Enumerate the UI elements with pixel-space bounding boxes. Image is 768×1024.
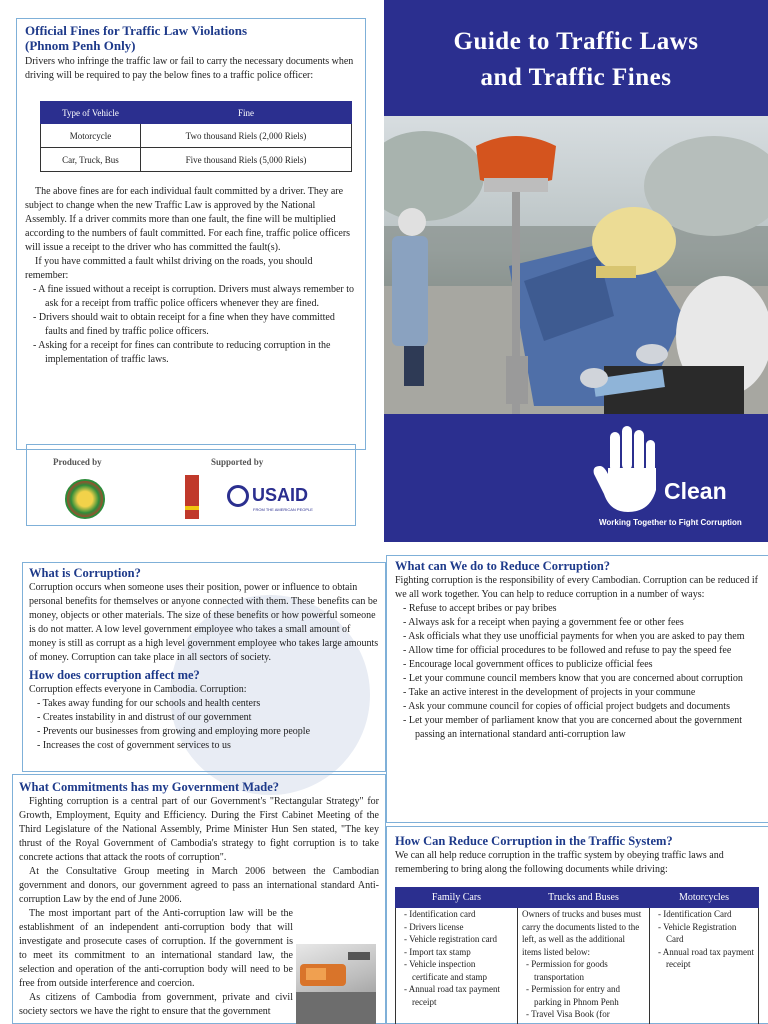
commitments-paragraph-1: Fighting corruption is a central part of our Government's "Rectangular Strategy" for Growth, Employment, Equity and Efficiency. During the First Cabinet Meeting of the Third Legislature of the National Assembly, Prime Minister Hun Sen stated, "The key thrust of the Royal Government of Cambodia's strategy to fight corruption is to take concrete actions that attack the roots of corruption". bbox=[19, 796, 379, 863]
supported-by-label: Supported by bbox=[211, 457, 264, 467]
trucks-intro: Owners of trucks and buses must carry the documents listed to the left, as well as the additional items listed below: bbox=[522, 909, 642, 957]
reduce-corruption-title: What can We do to Reduce Corruption? bbox=[395, 559, 611, 573]
hand-icon bbox=[590, 424, 668, 516]
corruption-affect-title: How does corruption affect me? bbox=[29, 668, 200, 682]
corruption-affect-intro: Corruption effects everyone in Cambodia. Corruption: bbox=[29, 684, 247, 695]
fines-paragraph-1: The above fines are for each individual fault committed by a driver. They are subject to change when the new Traffic Law is approved by the National Assembly. If a driver commits more than one fault, the fine will be multiplied according to the numbers of fault committed. For each fine, traffic police officers will issue a receipt to the driver who has committed the fault(s). bbox=[25, 186, 351, 253]
cover-clean-band bbox=[384, 414, 768, 542]
list-item: - Identification card bbox=[400, 908, 513, 921]
list-item: - Permission for entry and parking in Phnom Penh bbox=[522, 983, 645, 1008]
header-trucks-buses: Trucks and Buses bbox=[518, 888, 650, 908]
cover-tagline: Working Together to Fight Corruption bbox=[599, 518, 742, 527]
traffic-police-illustration bbox=[384, 116, 768, 414]
fines-intro: Drivers who infringe the traffic law or fail to carry the necessary documents when driving will be required to pay the below fines to a traffic police officer: bbox=[25, 56, 354, 81]
reduce-corruption-list bbox=[395, 602, 767, 742]
list-item: - Travel Visa Book (for bbox=[522, 1008, 645, 1021]
table-row bbox=[396, 908, 759, 1024]
list-item: - Vehicle registration card bbox=[400, 933, 513, 946]
traffic-system-panel bbox=[386, 826, 768, 1024]
list-item: - Encourage local government offices to publicize official fees bbox=[395, 658, 767, 672]
cover-title-line2: and Traffic Fines bbox=[480, 64, 672, 91]
car-taillight-illustration bbox=[296, 944, 376, 1024]
list-item: - Annual road tax payment receipt bbox=[654, 946, 754, 971]
list-item: - Import tax stamp bbox=[400, 946, 513, 959]
car-photo bbox=[296, 944, 376, 1024]
list-item: - Vehicle inspection certificate and stamp bbox=[400, 958, 513, 983]
motorcycles-cell bbox=[650, 908, 759, 1024]
table-row bbox=[41, 124, 352, 148]
what-is-corruption-body: Corruption occurs when someone uses their position, power or influence to obtain personal benefits for themselves or anyone connected with them. These benefits can be money, objects or other materials. The size of these benefits or how powerful someone is do not matter. A low level government employee who takes a small amount of money is still as corrupt as a high level government employee who takes large amounts of money. Corruption can take place in all sectors of society. bbox=[29, 582, 379, 663]
list-item: - Always ask for a receipt when paying a government fee or other fees bbox=[395, 616, 767, 630]
what-is-corruption-title: What is Corruption? bbox=[29, 566, 141, 580]
fines-body bbox=[25, 185, 357, 367]
fines-table bbox=[40, 101, 352, 172]
table-cell: Motorcycle bbox=[41, 124, 141, 148]
list-item: - Allow time for official procedures to be followed and refuse to pay the speed fee bbox=[395, 644, 767, 658]
fines-title-line1: Official Fines for Traffic Law Violations bbox=[25, 23, 248, 38]
traffic-system-intro: We can all help reduce corruption in the traffic system by obeying traffic laws and remembering to bring along the following documents while driving: bbox=[395, 850, 724, 875]
commitments-paragraph-2: At the Consultative Group meeting in March 2006 between the Cambodian government and donors, our government agreed to pass an international standard Anti-corruption Law by the end of June 2006. bbox=[19, 866, 379, 905]
what-is-corruption-panel bbox=[22, 562, 386, 772]
family-cars-cell bbox=[396, 908, 518, 1024]
list-item: - Increases the cost of government services to us bbox=[29, 739, 379, 753]
fines-bullet-list bbox=[25, 283, 357, 367]
reduce-corruption-panel bbox=[386, 555, 768, 823]
list-item: - Annual road tax payment receipt bbox=[400, 983, 513, 1008]
corruption-affect-list bbox=[29, 697, 379, 753]
commitments-paragraph-4: As citizens of Cambodia from government, private and civil society sectors we have the right to ensure that the government bbox=[19, 992, 293, 1017]
fines-header-fine: Fine bbox=[140, 102, 351, 124]
fines-panel bbox=[16, 18, 366, 450]
commitments-paragraph-3: The most important part of the Anti-corruption law will be the establishment of an independent anti-corruption body that will investigate and prosecute cases of corruption. If the government is to meet its commitment to an international standard law, the selection and operation of the anti-corruption body will need to be free from outside interference and coercion. bbox=[19, 908, 293, 989]
table-cell: Two thousand Riels (2,000 Riels) bbox=[140, 124, 351, 148]
table-row bbox=[41, 148, 352, 172]
list-item: - Ask your commune council for copies of official project budgets and documents bbox=[395, 700, 767, 714]
producer-seal-logo bbox=[65, 479, 105, 519]
list-item: - Creates instability in and distrust of our government bbox=[29, 711, 379, 725]
table-cell: Five thousand Riels (5,000 Riels) bbox=[140, 148, 351, 172]
list-item: - Permission for goods transportation bbox=[522, 958, 645, 983]
list-item: - Takes away funding for our schools and health centers bbox=[29, 697, 379, 711]
danida-flag-logo bbox=[185, 475, 199, 519]
clean-logo-text: Clean bbox=[664, 478, 727, 504]
list-item: - A fine issued without a receipt is corruption. Drivers must always remember to ask for a receipt from traffic police officers whenever they are fined. bbox=[25, 283, 357, 311]
usaid-seal-icon bbox=[227, 485, 249, 507]
documents-table bbox=[395, 887, 759, 1024]
list-item: - Ask officials what they use unofficial payments for when you are asked to pay them bbox=[395, 630, 767, 644]
list-item: - Drivers should wait to obtain receipt for a fine when they have committed faults and fined by traffic police officers. bbox=[25, 311, 357, 339]
table-cell: Car, Truck, Bus bbox=[41, 148, 141, 172]
commitments-title: What Commitments has my Government Made? bbox=[19, 780, 280, 794]
list-item: - Asking for a receipt for fines can contribute to reducing corruption in the implementation of traffic laws. bbox=[25, 339, 357, 367]
fines-header-vehicle: Type of Vehicle bbox=[41, 102, 141, 124]
list-item: - Drivers license bbox=[400, 921, 513, 934]
usaid-logo-text: USAID bbox=[252, 485, 309, 505]
list-item: - Identification Card bbox=[654, 908, 754, 921]
list-item: - Let your member of parliament know that you are concerned about the government passing an international standard anti-corruption law bbox=[395, 714, 767, 742]
usaid-logo-subtext: FROM THE AMERICAN PEOPLE bbox=[253, 507, 313, 512]
header-motorcycles: Motorcycles bbox=[650, 888, 759, 908]
fines-paragraph-2: If you have committed a fault whilst driving on the roads, you should remember: bbox=[25, 256, 313, 281]
cover-title-line1: Guide to Traffic Laws bbox=[453, 28, 699, 55]
cover-title-band bbox=[384, 0, 768, 116]
fines-title-line2: (Phnom Penh Only) bbox=[25, 38, 136, 53]
list-item: - Refuse to accept bribes or pay bribes bbox=[395, 602, 767, 616]
traffic-system-title: How Can Reduce Corruption in the Traffic System? bbox=[395, 834, 673, 848]
produced-by-label: Produced by bbox=[53, 457, 102, 467]
list-item: - Take an active interest in the development of projects in your commune bbox=[395, 686, 767, 700]
header-family-cars: Family Cars bbox=[396, 888, 518, 908]
list-item: - Let your commune council members know that you are concerned about corruption bbox=[395, 672, 767, 686]
list-item: - Vehicle Registration Card bbox=[654, 921, 754, 946]
trucks-buses-cell bbox=[518, 908, 650, 1024]
list-item: - Prevents our businesses from growing and employing more people bbox=[29, 725, 379, 739]
cover-photo-traffic-police bbox=[384, 116, 768, 414]
credits-panel bbox=[26, 444, 356, 526]
reduce-corruption-intro: Fighting corruption is the responsibility of every Cambodian. Corruption can be reduced if we all work together. You can help to reduce corruption in a number of ways: bbox=[395, 575, 758, 600]
cover-title bbox=[384, 24, 768, 96]
fines-title bbox=[25, 23, 357, 53]
